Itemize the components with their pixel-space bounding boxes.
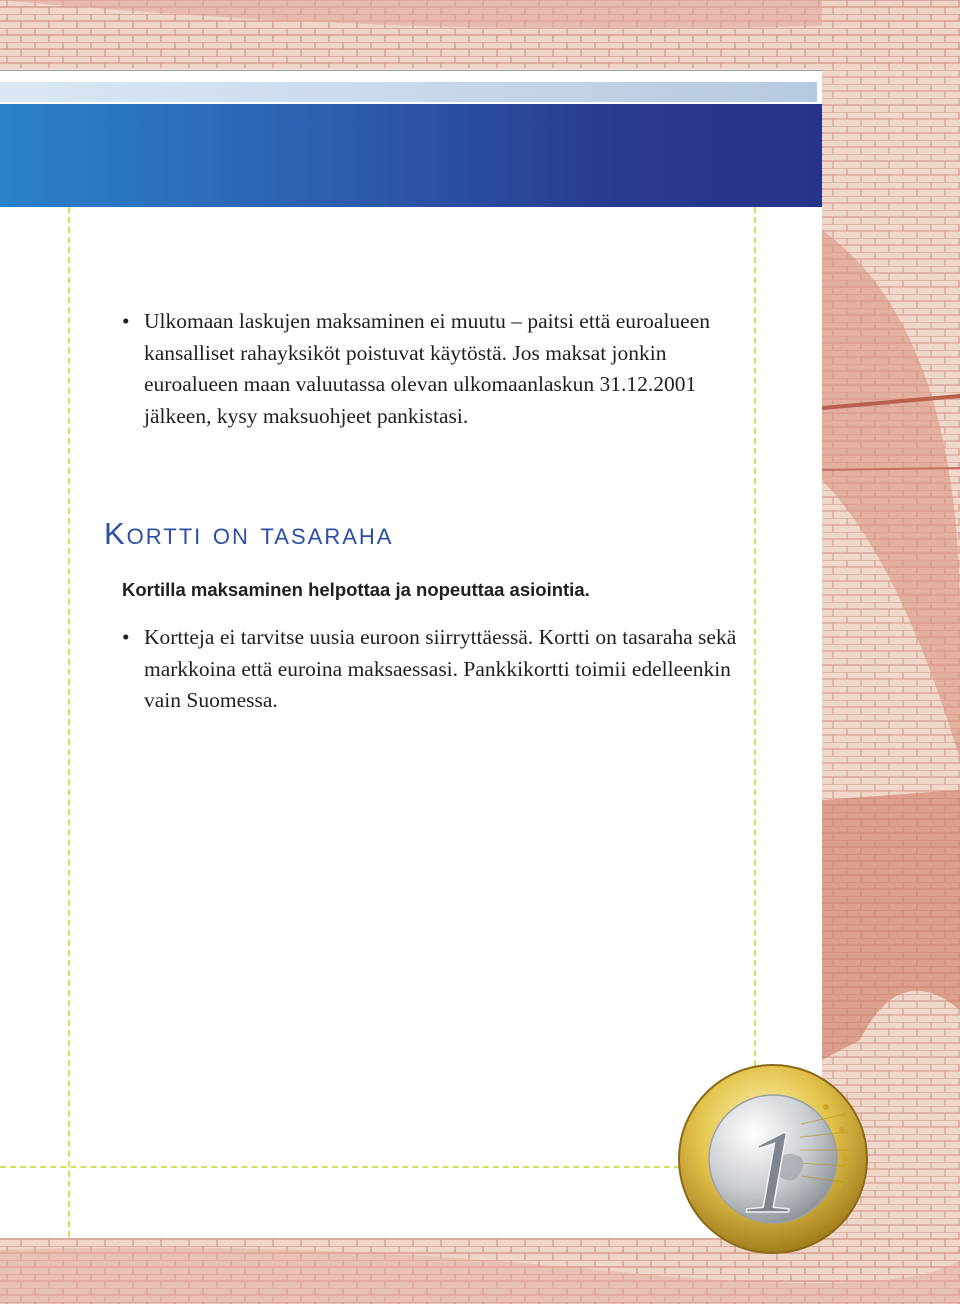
coin-denomination: 1 [742,1105,802,1238]
header-divider [0,70,822,71]
paragraph-text: Kortteja ei tarvitse uusia euroon siirryttäessä. Kortti on tasaraha sekä markkoina että euroina maksaessasi. Pankkikortti toimii edelleenkin vain Suomessa. [144,625,737,712]
bottom-dashed-guide [0,1166,690,1168]
section-heading: Kortti on tasaraha [104,516,394,551]
left-dashed-guide [68,207,70,1237]
header-light-band [0,82,817,102]
bullet-icon: • [122,309,130,333]
header-blue-band [0,104,822,207]
section-subheading: Kortilla maksaminen helpottaa ja nopeuttaa asiointia. [122,579,590,600]
bullet-paragraph-cards [120,622,760,717]
bullet-paragraph-foreign-invoices [120,306,760,432]
paragraph-text: Ulkomaan laskujen maksaminen ei muutu – paitsi että euroalueen kansalliset rahayksiköt poistuvat käytöstä. Jos maksat jonkin euroalueen maan valuutassa olevan ulkomaanlaskun 31.12.2001 jälkeen, kysy maksuohjeet pankistasi. [144,309,711,428]
bullet-icon: • [122,625,130,649]
euro-coin-icon [676,1062,870,1256]
